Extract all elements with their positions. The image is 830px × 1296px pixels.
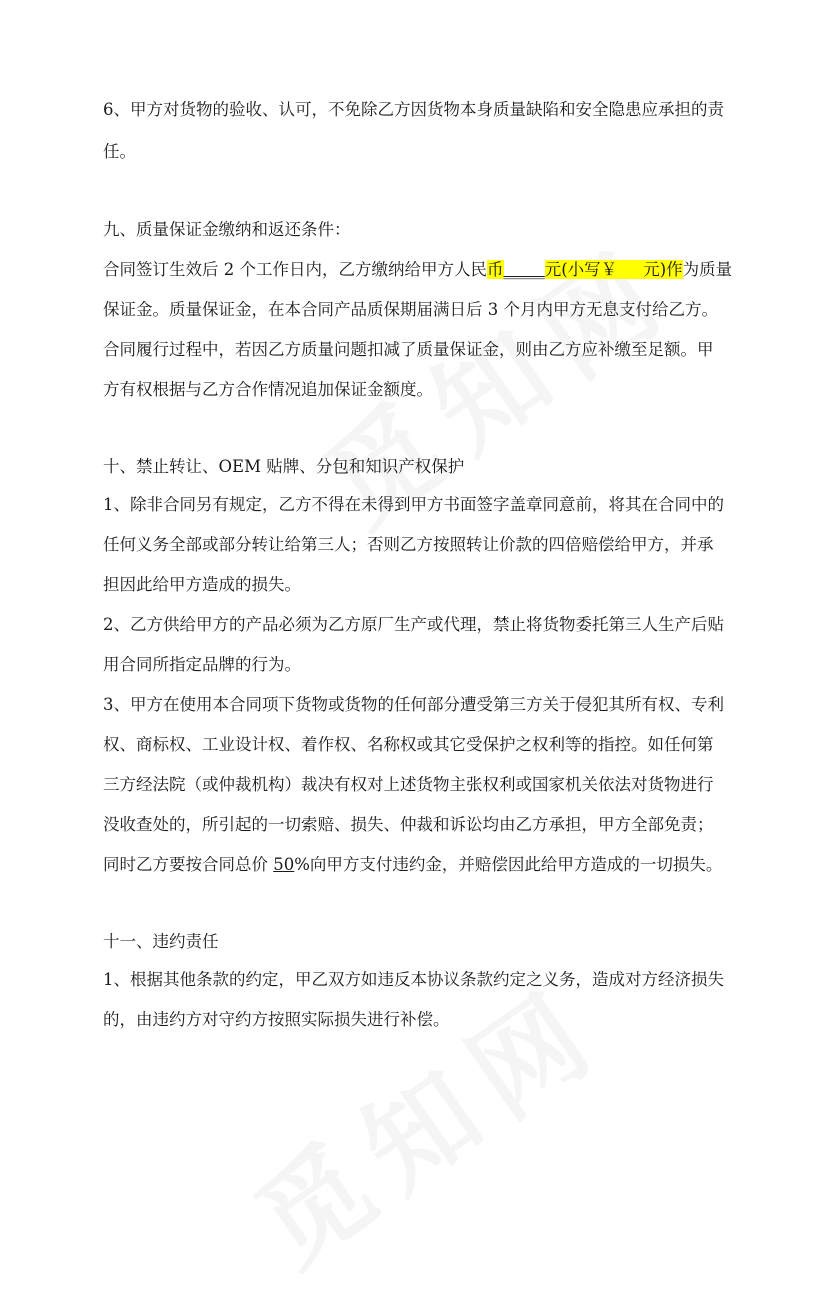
section9-line3: 合同履行过程中，若因乙方质量问题扣减了质量保证金，则由乙方应补缴至足额。甲	[103, 340, 714, 359]
watermark-text-lower	[220, 942, 630, 1295]
section10-p3-line2: 权、商标权、工业设计权、着作权、名称权或其它受保护之权利等的指控。如任何第	[103, 735, 714, 754]
item6-line2: 任。	[103, 142, 136, 161]
item6-line1: 6、甲方对货物的验收、认可，不免除乙方因货物本身质量缺陷和安全隐患应承担的责	[103, 100, 724, 119]
penalty-percent-value: 50	[273, 855, 295, 874]
section11-heading: 十一、违约责任	[103, 932, 219, 951]
section10-p3-line5	[103, 853, 722, 877]
section10-p1-line1: 1、除非合同另有规定，乙方不得在未得到甲方书面签字盖章同意前，将其在合同中的	[103, 495, 724, 514]
section11-p1-line2: 的，由违约方对守约方按照实际损失进行补偿。	[103, 1010, 450, 1029]
section9-line1-post: 为质量	[682, 260, 733, 279]
section10-p1-line2: 任何义务全部或部分转让给第三人；否则乙方按照转让价款的四倍赔偿给甲方，并承	[103, 535, 714, 554]
section9-line1	[103, 258, 732, 282]
section10-p3-line4: 没收查处的，所引起的一切索赔、损失、仲裁和诉讼均由乙方承担，甲方全部免责；	[103, 815, 714, 834]
highlight-yuan-small: 元(小写	[544, 260, 601, 279]
section9-line1-pre: 合同签订生效后 2 个工作日内，乙方缴纳给甲方人民	[103, 260, 487, 279]
highlight-currency: 币	[487, 260, 504, 279]
section10-p3-line5-post: %向甲方支付违约金，并赔偿因此给甲方造成的一切损失。	[294, 855, 723, 874]
section10-p3-line1: 3、甲方在使用本合同项下货物或货物的任何部分遭受第三方关于侵犯其所有权、专利	[103, 695, 724, 714]
section9-heading: 九、质量保证金缴纳和返还条件：	[103, 220, 351, 239]
amount-blank-field[interactable]: _____	[503, 260, 545, 279]
section9-line2: 保证金。质量保证金，在本合同产品质保期届满日后 3 个月内甲方无息支付给乙方。	[103, 300, 718, 319]
section9-line4: 方有权根据与乙方合作情况追加保证金额度。	[103, 380, 433, 399]
section10-p2-line2: 用合同所指定品牌的行为。	[103, 655, 301, 674]
highlight-yen-sign: ￥	[600, 260, 618, 279]
highlight-yuan-close: 元)作	[617, 260, 682, 279]
section10-p2-line1: 2、乙方供给甲方的产品必须为乙方原厂生产或代理，禁止将货物委托第三人生产后贴	[103, 615, 724, 634]
section10-p1-line3: 担因此给甲方造成的损失。	[103, 575, 301, 594]
section10-heading: 十、禁止转让、OEM 贴牌、分包和知识产权保护	[103, 457, 465, 476]
section11-p1-line1: 1、根据其他条款的约定，甲乙双方如违反本协议条款约定之义务，造成对方经济损失	[103, 970, 724, 989]
section10-p3-line3: 三方经法院（或仲裁机构）裁决有权对上述货物主张权利或国家机关依法对货物进行	[103, 775, 714, 794]
section10-p3-line5-pre: 同时乙方要按合同总价	[103, 855, 274, 874]
